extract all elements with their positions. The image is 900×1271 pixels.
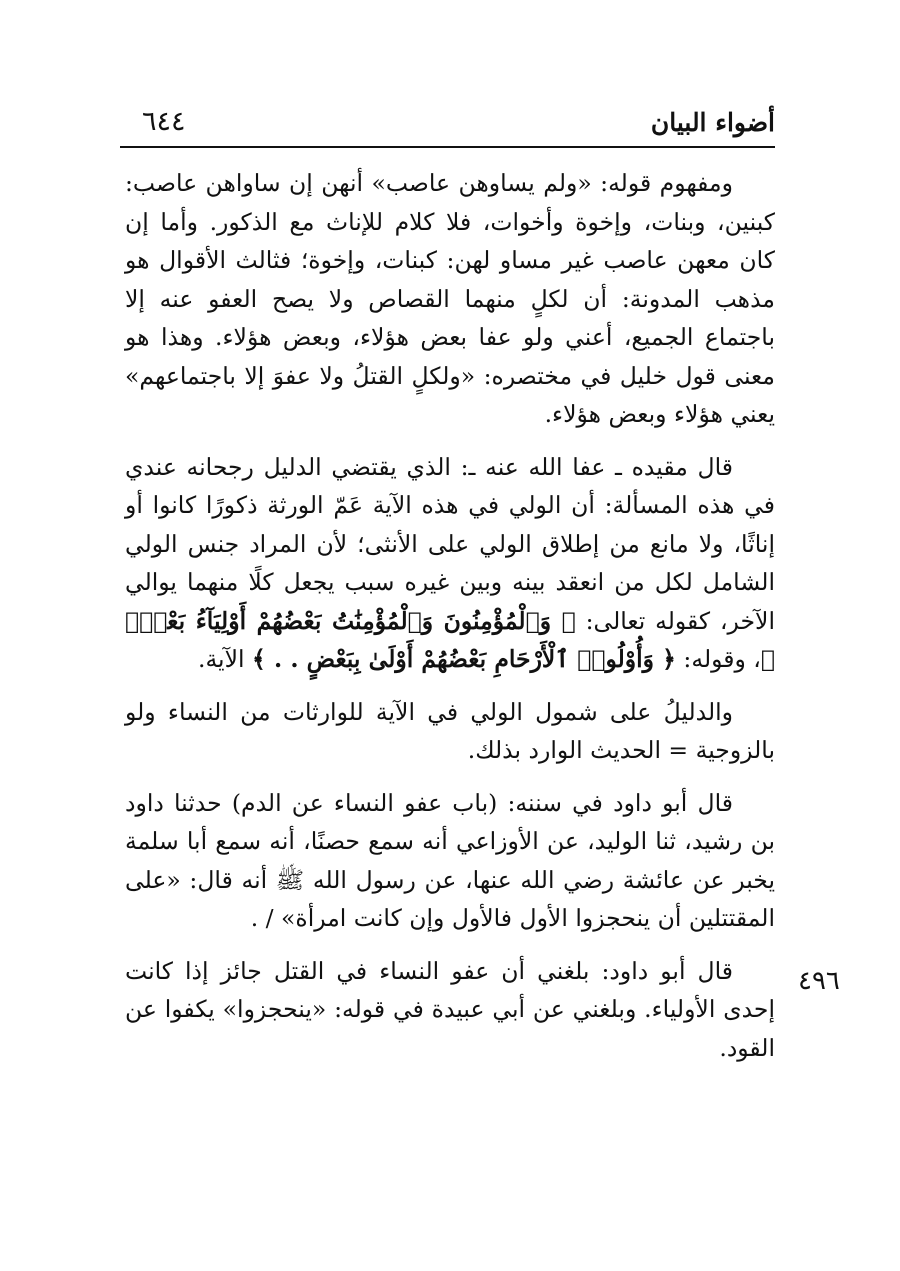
page-number: ٦٤٤ <box>142 106 186 137</box>
paragraph-2 <box>125 448 775 679</box>
paragraph-5: قال أبو داود: بلغني أن عفو النساء في القتل جائز إذا كانت إحدى الأولياء. وبلغني عن أبي عبيدة في قوله: «ينحجزوا» يكفوا عن القود. <box>125 956 775 1062</box>
page-header <box>120 102 775 142</box>
paragraph-2-text-a: قال مقيده ـ عفا الله عنه ـ: الذي يقتضي الدليل رجحانه عندي في هذه المسألة: أن الولي في هذه الآية عَمّ الورثة ذكورًا كانوا أو إناثًا، ولا مانع من إطلاق الولي على الأنثى؛ لأن المراد جنس الولي الشامل لكل من انعقد بينه وبين غيره سبب يجعل كلًا منهما يوالي الآخر، كقوله تعالى: <box>125 452 775 635</box>
page-body <box>125 164 775 1081</box>
paragraph-3: والدليلُ على شمول الولي في الآية للوارثات من النساء ولو بالزوجية = الحديث الوارد بذلك. <box>125 697 775 764</box>
paragraph-4: قال أبو داود في سننه: (باب عفو النساء عن الدم) حدثنا داود بن رشيد، ثنا الوليد، عن الأوزاعي أنه سمع حصنًا، أنه سمع أبا سلمة يخبر عن عائشة رضي الله عنها، عن رسول الله ﷺ أنه قال: «على المقتتلين أن ينحجزوا الأول فالأول وإن كانت امرأة» / . <box>125 788 775 932</box>
book-title: أضواء البيان <box>650 108 775 137</box>
paragraph-2-text-b: ، وقوله: <box>675 645 761 673</box>
paragraph-2-text-c: الآية. <box>197 645 252 673</box>
margin-page-reference: ٤٩٦ <box>798 966 840 996</box>
paragraph-1: ومفهوم قوله: «ولم يساوهن عاصب» أنهن إن ساواهن عاصب: كبنين، وبنات، وإخوة وأخوات، فلا كلام للإناث مع الذكور. وأما إن كان معهن عاصب غير مساو لهن: كبنات، وإخوة؛ فثالث الأقوال هو مذهب المدونة: أن لكلٍ منهما القصاص ولا يصح العفو عنه إلا باجتماع الجميع، أعني ولو عفا بعض هؤلاء، وبعض هؤلاء. وهذا هو معنى قول خليل في مختصره: «ولكلٍ القتلُ ولا عفوَ إلا باجتماعهم» يعني هؤلاء وبعض هؤلاء. <box>125 169 775 428</box>
quran-verse-1: ﴿ وَٱلْمُؤْمِنُونَ وَٱلْمُؤْمِنَٰتُ بَعْضُهُمْ أَوْلِيَآءُ بَعْضٍۚ ﴾ <box>125 606 775 673</box>
quran-verse-2: ﴿ وَأُوْلُوا۟ ٱلْأَرْحَامِ بَعْضُهُمْ أَوْلَىٰ بِبَعْضٍ . . ﴾ <box>252 645 676 673</box>
header-divider <box>120 146 775 148</box>
